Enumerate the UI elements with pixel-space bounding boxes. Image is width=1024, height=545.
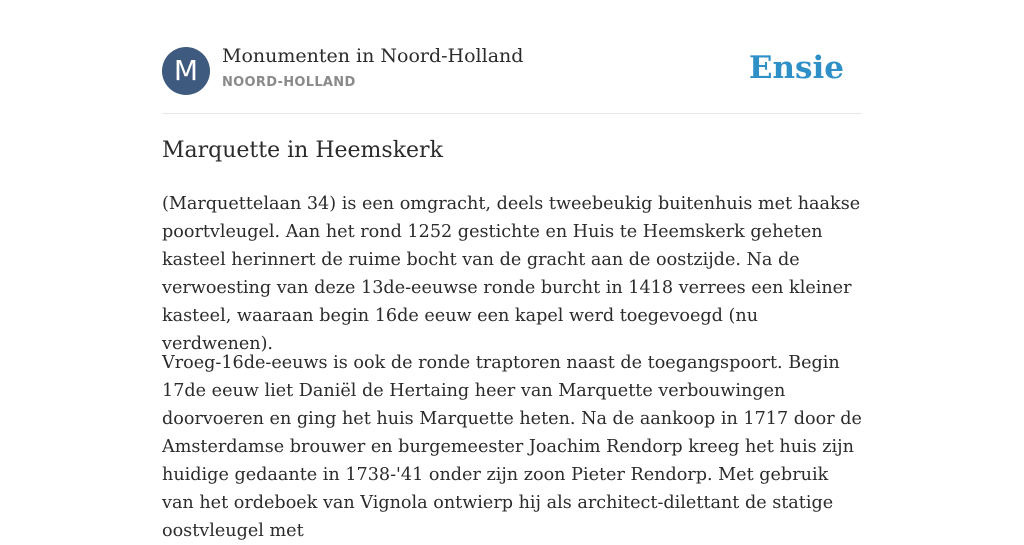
page (162, 0, 862, 541)
site-title-link[interactable]: Monumenten in Noord-Holland (222, 45, 524, 67)
site-subtitle-link[interactable]: NOORD-HOLLAND (222, 75, 356, 90)
ensie-logo-link[interactable]: Ensie (748, 50, 844, 86)
article-title: Marquette in Heemskerk (162, 138, 443, 163)
article-paragraph-2: Vroeg-16de-eeuws is ook de ronde traptoren naast de toegangspoort. Begin 17de eeuw liet Daniël de Hertaing heer van Marquette verbouwingen doorvoeren en ging het huis Marquette heten. Na de aankoop in 1717 door de Amsterdamse brouwer en burgemeester Joachim Rendorp kreeg het huis zijn huidige gedaante in 1738-'41 onder zijn zoon Pieter Rendorp. Met gebruik van het ordeboek van Vignola ontwierp hij als architect-dilettant de statige oostvleugel met (162, 353, 862, 541)
avatar[interactable]: M (162, 47, 210, 95)
article-paragraph-1: (Marquettelaan 34) is een omgracht, deels tweebeukig buitenhuis met haakse poortvleugel. Aan het rond 1252 gestichte en Huis te Heemskerk geheten kasteel herinnert de ruime bocht van de gracht aan de oostzijde. Na de verwoesting van deze 13de-eeuwse ronde burcht in 1418 verrees een kleiner kasteel, waaraan begin 16de eeuw een kapel werd toegevoegd (nu verdwenen). (162, 194, 861, 354)
site-header (162, 0, 862, 114)
